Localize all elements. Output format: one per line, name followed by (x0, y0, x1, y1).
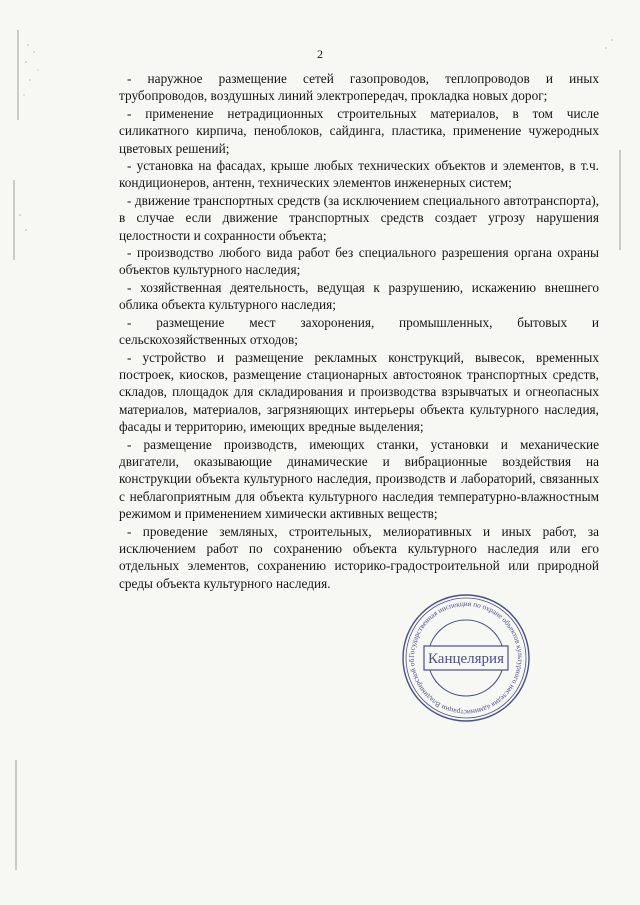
restrictions-list (119, 70, 599, 592)
list-item: - размещение производств, имеющих станки, установки и механические двигатели, оказывающие динамические и вибрационные воздействия на конструкции объекта культурного наследия, производств и лабораторий, связанных с неблагоприятным для объекта культурного наследия температурно-влажностным режимом и применением химически активных веществ; (119, 436, 599, 522)
list-item: - хозяйственная деятельность, ведущая к разрушению, искажению внешнего облика объекта культурного наследия; (119, 279, 599, 313)
list-item: - установка на фасадах, крыше любых технических объектов и элементов, в т.ч. кондиционеров, антенн, технических элементов инженерных систем; (119, 158, 599, 191)
list-item: - устройство и размещение рекламных конструкций, вывесок, временных построек, киосков, размещение стационарных автостоянок транспортных средств, складов, площадок для складирования и производства взрывчатых и огнеопасных материалов, материалов, загрязняющих интерьеры объекта культурного наследия, фасады и территорию, имеющих вредные выделения; (119, 349, 599, 435)
list-item: - движение транспортных средств (за исключением специального автотранспорта), в случае если движение транспортных средств создает угрозу нарушения целостности и сохранности объекта; (119, 192, 599, 243)
list-item: - размещение мест захоронения, промышленных, бытовых и сельскохозяйственных отходов; (119, 314, 599, 348)
list-item: - производство любого вида работ без специального разрешения органа охраны объектов культурного наследия; (119, 245, 599, 278)
stamp-center-text: Канцелярия (428, 651, 504, 667)
page-number: 2 (317, 47, 323, 61)
list-item: - применение нетрадиционных строительных материалов, в том числе силикатного кирпича, пеноблоков, сайдинга, пластика, применение чужеродных цветовых решений; (119, 105, 599, 156)
office-stamp (400, 592, 532, 724)
stamp-seal (400, 592, 532, 724)
list-item: - наружное размещение сетей газопроводов, теплопроводов и иных трубопроводов, воздушных линий электропередач, прокладка новых дорог; (119, 71, 599, 104)
stamp-ring-text: Государственная инспекция по охране объектов культурного наследия администрации Владимирской об (406, 598, 526, 718)
list-item: - проведение земляных, строительных, мелиоративных и иных работ, за исключением работ по сохранению объекта культурного наследия или его отдельных элементов, сохранению историко-градостроительной или природной среды объекта культурного наследия. (119, 523, 599, 591)
